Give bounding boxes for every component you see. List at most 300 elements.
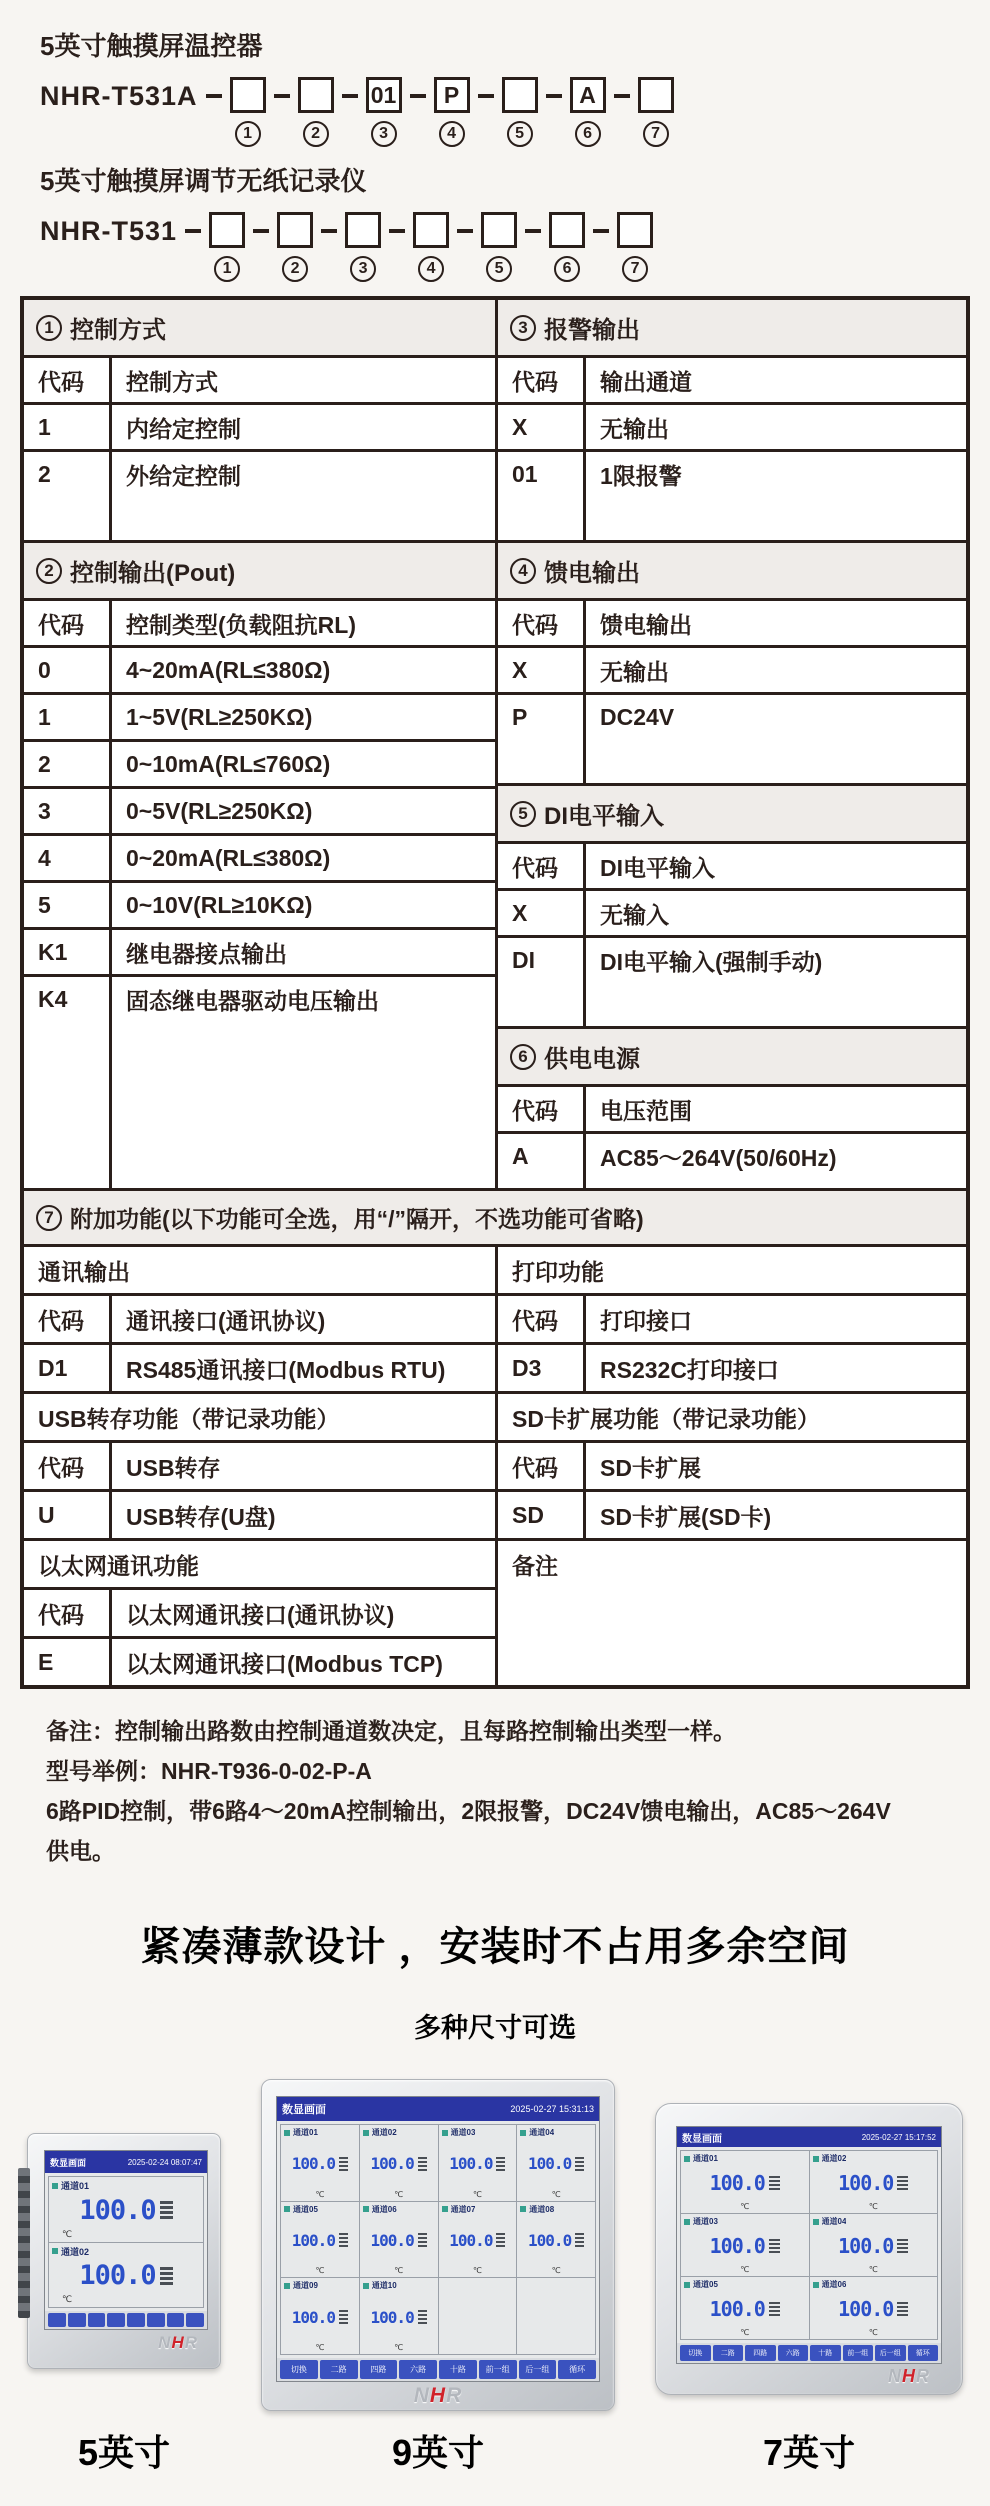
bar bbox=[769, 2251, 780, 2253]
spec-table-top bbox=[24, 300, 966, 1188]
model-prefix: NHR-T531 bbox=[40, 216, 178, 246]
code-header-cell: 代码 bbox=[498, 601, 586, 645]
channel-unit: ℃ bbox=[868, 2265, 878, 2274]
product-1-title: 5英寸触摸屏温控器 bbox=[40, 31, 263, 61]
section-name: 控制方式 bbox=[70, 317, 166, 344]
screen-button: 十路 bbox=[810, 2345, 841, 2361]
channel-grid bbox=[680, 2150, 938, 2340]
desc-cell: AC85～264V(50/60Hz) bbox=[600, 1144, 837, 1171]
spec-row bbox=[24, 739, 495, 786]
bar bbox=[897, 2239, 908, 2241]
channel-name-row bbox=[520, 2204, 592, 2215]
channel-value: 100.0 bbox=[79, 2260, 156, 2292]
product-2-title: 5英寸触摸屏调节无纸记录仪 bbox=[40, 166, 367, 196]
code-header-cell: 代码 bbox=[498, 358, 586, 402]
bar bbox=[575, 2241, 584, 2243]
empty-space bbox=[498, 739, 966, 783]
bar bbox=[575, 2245, 584, 2247]
empty-space bbox=[498, 1587, 966, 1685]
code-header-cell: 代码 bbox=[24, 1590, 112, 1636]
bar bbox=[769, 2247, 780, 2249]
channel-value-row bbox=[52, 2192, 200, 2229]
spec-section-6 bbox=[498, 1026, 966, 1188]
screen-button bbox=[127, 2313, 145, 2327]
empty-space bbox=[24, 1021, 495, 1188]
channel-unit: ℃ bbox=[740, 2202, 750, 2211]
model-segments bbox=[177, 212, 653, 282]
channel-value: 100.0 bbox=[370, 2154, 414, 2174]
bar bbox=[418, 2241, 427, 2243]
model-position-number: 6 bbox=[554, 256, 580, 282]
model-code-box bbox=[209, 212, 245, 248]
section-rows bbox=[498, 1131, 966, 1188]
channel-indicator-icon bbox=[520, 2130, 526, 2136]
bar bbox=[575, 2161, 584, 2163]
spec-row bbox=[24, 786, 495, 833]
bar bbox=[418, 2322, 427, 2324]
desc-cell: USB转存(U盘) bbox=[126, 1503, 276, 1530]
empty-space bbox=[24, 496, 495, 540]
bar bbox=[897, 2247, 908, 2249]
channel-indicator-icon bbox=[442, 2130, 448, 2136]
channel-indicator-icon bbox=[684, 2282, 690, 2288]
channel-indicator-icon bbox=[442, 2206, 448, 2212]
channel-indicator-icon bbox=[813, 2219, 819, 2225]
spec-row bbox=[24, 1636, 495, 1685]
bar bbox=[418, 2157, 427, 2159]
screen-button bbox=[107, 2313, 125, 2327]
desc-header-cell: 以太网通讯接口(通讯协议) bbox=[126, 1601, 395, 1628]
model-segments bbox=[198, 77, 674, 147]
desc-header-cell: SD卡扩展 bbox=[600, 1454, 701, 1481]
model-code-box bbox=[638, 77, 674, 113]
channel-value-row bbox=[284, 2291, 356, 2343]
note-line: 备注：控制输出路数由控制通道数决定，且每路控制输出类型一样。 bbox=[46, 1718, 736, 1744]
spec-row bbox=[498, 692, 966, 739]
bar bbox=[769, 2184, 780, 2186]
bar bbox=[496, 2157, 505, 2159]
empty-space bbox=[498, 1178, 966, 1188]
device-gallery bbox=[0, 2079, 990, 2476]
bar bbox=[160, 2272, 173, 2275]
bar bbox=[160, 2277, 173, 2280]
code-header-cell: 代码 bbox=[24, 1296, 112, 1342]
feature-title-row bbox=[24, 1244, 495, 1293]
channel-value: 100.0 bbox=[709, 2234, 765, 2258]
logo-letter: R bbox=[184, 2333, 198, 2352]
desc-cell: 以太网通讯接口(Modbus TCP) bbox=[126, 1650, 443, 1677]
bar bbox=[418, 2237, 427, 2239]
desc-header-cell: 控制类型(负载阻抗RL) bbox=[126, 611, 356, 638]
model-code-box bbox=[502, 77, 538, 113]
model-segment bbox=[209, 212, 245, 282]
channel-value: 100.0 bbox=[291, 2230, 335, 2250]
bargraph-icon bbox=[496, 2233, 505, 2247]
bar bbox=[897, 2188, 908, 2190]
screen-button: 十路 bbox=[439, 2360, 477, 2379]
channel-name-row bbox=[684, 2153, 806, 2164]
desc-header-cell: 通讯接口(通讯协议) bbox=[126, 1307, 326, 1334]
device-screen bbox=[44, 2150, 208, 2330]
model-segment bbox=[638, 77, 674, 147]
spec-section-5 bbox=[498, 783, 966, 1026]
model-segment bbox=[366, 77, 402, 147]
feature-title-row bbox=[24, 1391, 495, 1440]
channel-name: 通道02 bbox=[371, 2128, 397, 2137]
bar bbox=[339, 2245, 348, 2247]
banner-subhead: 多种尺寸可选 bbox=[414, 2013, 576, 2043]
notes-block bbox=[46, 1713, 990, 1869]
bar bbox=[575, 2165, 584, 2167]
device-size-label: 7英寸 bbox=[762, 2432, 856, 2473]
feature-title-row bbox=[498, 1391, 966, 1440]
bar bbox=[897, 2180, 908, 2182]
section-number-icon: 2 bbox=[36, 558, 62, 584]
channel-name: 通道08 bbox=[529, 2204, 555, 2214]
channel-name-row bbox=[442, 2204, 514, 2215]
model-dash bbox=[478, 94, 494, 98]
screen-title: 数显画面 bbox=[282, 2104, 326, 2116]
screen-timestamp: 2025-02-27 15:17:52 bbox=[861, 2132, 936, 2142]
code-cell: 2 bbox=[24, 452, 112, 496]
bar bbox=[160, 2216, 173, 2219]
empty-code-cell bbox=[24, 496, 112, 540]
screen-header bbox=[45, 2151, 207, 2173]
screen-button: 后一组 bbox=[519, 2360, 557, 2379]
channel-name-row bbox=[684, 2279, 806, 2290]
bar bbox=[897, 2184, 908, 2186]
bargraph-icon bbox=[897, 2176, 908, 2190]
section-number-icon: 6 bbox=[510, 1044, 536, 1070]
desc-cell: DC24V bbox=[600, 703, 675, 730]
empty-desc-cell bbox=[112, 496, 495, 540]
spec-row bbox=[498, 449, 966, 496]
code-cell: E bbox=[24, 1639, 112, 1685]
bar bbox=[418, 2318, 427, 2320]
channel-indicator-icon bbox=[813, 2282, 819, 2288]
desc-cell: 1限报警 bbox=[600, 462, 682, 489]
empty-code-cell bbox=[498, 982, 586, 1026]
code-cell: K4 bbox=[24, 977, 112, 1021]
section-title bbox=[498, 300, 966, 355]
channel-name-row bbox=[684, 2216, 806, 2227]
empty-space bbox=[498, 496, 966, 540]
bar bbox=[160, 2201, 173, 2204]
section-name: DI电平输入 bbox=[544, 803, 664, 830]
bargraph-icon bbox=[418, 2233, 427, 2247]
channel-cell bbox=[360, 2125, 438, 2201]
channel-unit: ℃ bbox=[394, 2189, 404, 2199]
code-cell: SD bbox=[498, 1492, 586, 1538]
bar bbox=[418, 2314, 427, 2316]
channel-name-row bbox=[813, 2153, 935, 2164]
bar bbox=[339, 2318, 348, 2320]
screen-button: 后一组 bbox=[875, 2345, 906, 2361]
column-header-row bbox=[498, 598, 966, 645]
device-9inch bbox=[261, 2079, 615, 2411]
bar bbox=[769, 2239, 780, 2241]
screen-header bbox=[277, 2097, 599, 2121]
code-cell: 4 bbox=[24, 836, 112, 880]
bar bbox=[496, 2237, 505, 2239]
model-position-number: 3 bbox=[350, 256, 376, 282]
spec-row bbox=[24, 402, 495, 449]
channel-cell bbox=[281, 2125, 359, 2201]
screen-button-row bbox=[677, 2343, 941, 2363]
code-header-cell: 代码 bbox=[498, 1443, 586, 1489]
code-cell: 1 bbox=[24, 405, 112, 449]
bar bbox=[897, 2314, 908, 2316]
channel-unit: ℃ bbox=[62, 2228, 73, 2239]
channel-value-row bbox=[520, 2215, 592, 2267]
bar bbox=[897, 2306, 908, 2308]
code-header-cell: 代码 bbox=[24, 601, 112, 645]
device-size-label: 9英寸 bbox=[391, 2432, 485, 2473]
model-code-box bbox=[549, 212, 585, 248]
screen-timestamp: 2025-02-27 15:31:13 bbox=[510, 2104, 594, 2114]
section-rows bbox=[24, 645, 495, 1188]
desc-header-cell: 电压范围 bbox=[600, 1097, 692, 1124]
model-segment bbox=[502, 77, 538, 147]
bar bbox=[769, 2302, 780, 2304]
channel-cell bbox=[681, 2277, 809, 2339]
features-left-column bbox=[24, 1244, 495, 1685]
spec-left-column bbox=[24, 300, 495, 1188]
bar bbox=[496, 2241, 505, 2243]
empty-desc-cell bbox=[586, 1178, 966, 1188]
model-code-box: A bbox=[570, 77, 606, 113]
bar bbox=[339, 2169, 348, 2171]
screen-button: 四路 bbox=[360, 2360, 398, 2379]
channel-indicator-icon bbox=[684, 2156, 690, 2162]
channel-name: 通道07 bbox=[450, 2204, 476, 2214]
channel-name: 通道06 bbox=[371, 2204, 397, 2214]
code-header-cell: 代码 bbox=[498, 1087, 586, 1131]
bar bbox=[418, 2169, 427, 2171]
bar bbox=[575, 2169, 584, 2171]
spec-row bbox=[498, 645, 966, 692]
feature-section bbox=[24, 1538, 495, 1685]
empty-desc-cell bbox=[112, 1021, 495, 1188]
bar bbox=[160, 2211, 173, 2214]
model-position-number: 6 bbox=[575, 121, 601, 147]
channel-name: 通道04 bbox=[821, 2217, 847, 2226]
channel-value: 100.0 bbox=[291, 2154, 335, 2174]
screen-button: 二路 bbox=[713, 2345, 744, 2361]
desc-cell: 内给定控制 bbox=[126, 415, 241, 442]
code-cell: K1 bbox=[24, 930, 112, 974]
bargraph-icon bbox=[339, 2157, 348, 2171]
model-segment bbox=[434, 77, 470, 147]
feature-title: 备注 bbox=[512, 1552, 558, 1579]
channel-cell bbox=[439, 2202, 517, 2278]
column-header-row bbox=[24, 1440, 495, 1489]
channel-grid bbox=[48, 2176, 204, 2308]
desc-cell: 继电器接点输出 bbox=[126, 940, 287, 967]
channel-value-row bbox=[813, 2290, 935, 2328]
channel-value: 100.0 bbox=[528, 2154, 572, 2174]
bar bbox=[897, 2243, 908, 2245]
channel-name: 通道05 bbox=[693, 2280, 718, 2289]
section-name: 附加功能(以下功能可全选，用“/”隔开，不选功能可省略) bbox=[70, 1206, 644, 1232]
bar bbox=[897, 2251, 908, 2253]
channel-cell bbox=[439, 2125, 517, 2201]
channel-value-row bbox=[363, 2291, 435, 2343]
section-title bbox=[498, 1026, 966, 1084]
spec-row bbox=[24, 692, 495, 739]
bar bbox=[575, 2233, 584, 2235]
channel-cell bbox=[810, 2214, 938, 2276]
product-1-model-line bbox=[40, 77, 990, 147]
feature-title-row bbox=[498, 1538, 966, 1587]
desc-cell: 0~10mA(RL≤760Ω) bbox=[126, 750, 331, 777]
feature-title: 通讯输出 bbox=[38, 1258, 130, 1285]
channel-indicator-icon bbox=[52, 2248, 58, 2254]
code-cell: X bbox=[498, 648, 586, 692]
logo-letter: N bbox=[158, 2333, 172, 2352]
channel-value-row bbox=[284, 2215, 356, 2267]
screen-button bbox=[68, 2313, 86, 2327]
model-position-number: 2 bbox=[282, 256, 308, 282]
channel-value-row bbox=[813, 2227, 935, 2265]
code-cell: D1 bbox=[24, 1345, 112, 1391]
screen-button-row bbox=[45, 2311, 207, 2329]
section-title bbox=[24, 540, 495, 598]
model-dash bbox=[321, 229, 337, 233]
model-code-box: P bbox=[434, 77, 470, 113]
screen-button: 六路 bbox=[399, 2360, 437, 2379]
spec-row bbox=[24, 880, 495, 927]
bar bbox=[339, 2237, 348, 2239]
channel-unit: ℃ bbox=[551, 2189, 561, 2199]
desc-header-cell: DI电平输入 bbox=[600, 854, 715, 881]
bar bbox=[769, 2243, 780, 2245]
column-header-row bbox=[24, 1587, 495, 1636]
screen-button: 前一组 bbox=[479, 2360, 517, 2379]
spec-row bbox=[498, 888, 966, 935]
bargraph-icon bbox=[160, 2201, 173, 2219]
model-position-number: 7 bbox=[622, 256, 648, 282]
channel-value-row bbox=[813, 2164, 935, 2202]
model-dash bbox=[410, 94, 426, 98]
column-header-row bbox=[24, 1293, 495, 1342]
screen-button bbox=[48, 2313, 66, 2327]
model-segment bbox=[549, 212, 585, 282]
channel-name-row bbox=[52, 2179, 200, 2192]
desc-header-cell: USB转存 bbox=[126, 1454, 221, 1481]
bar bbox=[496, 2169, 505, 2171]
empty-note-cell bbox=[498, 1587, 966, 1685]
section-rows bbox=[498, 402, 966, 540]
model-segment bbox=[617, 212, 653, 282]
bargraph-icon bbox=[160, 2267, 173, 2285]
screen-button bbox=[186, 2313, 204, 2327]
bar bbox=[496, 2161, 505, 2163]
model-code-box: 01 bbox=[366, 77, 402, 113]
bargraph-icon bbox=[769, 2176, 780, 2190]
channel-unit: ℃ bbox=[868, 2328, 878, 2337]
code-cell: 3 bbox=[24, 789, 112, 833]
bargraph-icon bbox=[575, 2233, 584, 2247]
model-segment bbox=[413, 212, 449, 282]
screen-button: 切换 bbox=[280, 2360, 318, 2379]
bar bbox=[897, 2302, 908, 2304]
feature-title: USB转存功能（带记录功能） bbox=[38, 1405, 340, 1432]
model-dash bbox=[342, 94, 358, 98]
bargraph-icon bbox=[575, 2157, 584, 2171]
screen-title: 数显画面 bbox=[50, 2157, 87, 2168]
channel-unit: ℃ bbox=[62, 2294, 73, 2304]
section-name: 控制输出(Pout) bbox=[70, 560, 236, 587]
channel-value: 100.0 bbox=[709, 2171, 765, 2195]
code-header-cell: 代码 bbox=[498, 1296, 586, 1342]
features-right-column bbox=[495, 1244, 966, 1685]
code-cell: 01 bbox=[498, 452, 586, 496]
screen-button: 四路 bbox=[745, 2345, 776, 2361]
model-dash bbox=[185, 229, 201, 233]
screen-title: 数显画面 bbox=[682, 2133, 722, 2145]
channel-indicator-icon bbox=[520, 2206, 526, 2212]
channel-value: 100.0 bbox=[370, 2230, 414, 2250]
bar bbox=[160, 2206, 173, 2209]
empty-desc-cell bbox=[586, 496, 966, 540]
code-cell: A bbox=[498, 1134, 586, 1178]
bar bbox=[769, 2306, 780, 2308]
bar bbox=[418, 2310, 427, 2312]
bargraph-icon bbox=[339, 2233, 348, 2247]
model-position-number: 2 bbox=[303, 121, 329, 147]
code-cell: 5 bbox=[24, 883, 112, 927]
channel-name-row bbox=[363, 2127, 435, 2138]
model-dash bbox=[546, 94, 562, 98]
model-dash bbox=[389, 229, 405, 233]
desc-header-cell: 控制方式 bbox=[126, 368, 218, 395]
channel-name-row bbox=[284, 2280, 356, 2291]
model-position-number: 1 bbox=[214, 256, 240, 282]
channel-cell bbox=[360, 2202, 438, 2278]
model-dash bbox=[614, 94, 630, 98]
desc-cell: 无输出 bbox=[600, 658, 669, 685]
logo-letter: R bbox=[916, 2366, 930, 2386]
channel-unit: ℃ bbox=[551, 2266, 561, 2276]
channel-value-row bbox=[684, 2227, 806, 2265]
device-5inch bbox=[27, 2133, 221, 2369]
channel-value: 100.0 bbox=[291, 2307, 335, 2327]
column-header-row bbox=[24, 355, 495, 402]
spec-table-bottom bbox=[24, 1244, 966, 1685]
spec-section-3 bbox=[498, 300, 966, 540]
model-code-box bbox=[298, 77, 334, 113]
spec-row bbox=[498, 1342, 966, 1391]
feature-section bbox=[498, 1391, 966, 1538]
channel-name-row bbox=[363, 2280, 435, 2291]
section-number-icon: 4 bbox=[510, 558, 536, 584]
channel-value-row bbox=[684, 2164, 806, 2202]
model-segment bbox=[570, 77, 606, 147]
channel-value-row bbox=[52, 2258, 200, 2295]
bar bbox=[769, 2310, 780, 2312]
product-1-block bbox=[40, 26, 990, 282]
spec-row bbox=[498, 935, 966, 982]
model-code-box bbox=[617, 212, 653, 248]
screen-button: 二路 bbox=[320, 2360, 358, 2379]
column-header-row bbox=[498, 1293, 966, 1342]
bar bbox=[339, 2165, 348, 2167]
channel-indicator-icon bbox=[284, 2283, 290, 2289]
logo-letter: H bbox=[171, 2333, 185, 2352]
channel-unit: ℃ bbox=[315, 2343, 325, 2352]
channel-indicator-icon bbox=[684, 2219, 690, 2225]
